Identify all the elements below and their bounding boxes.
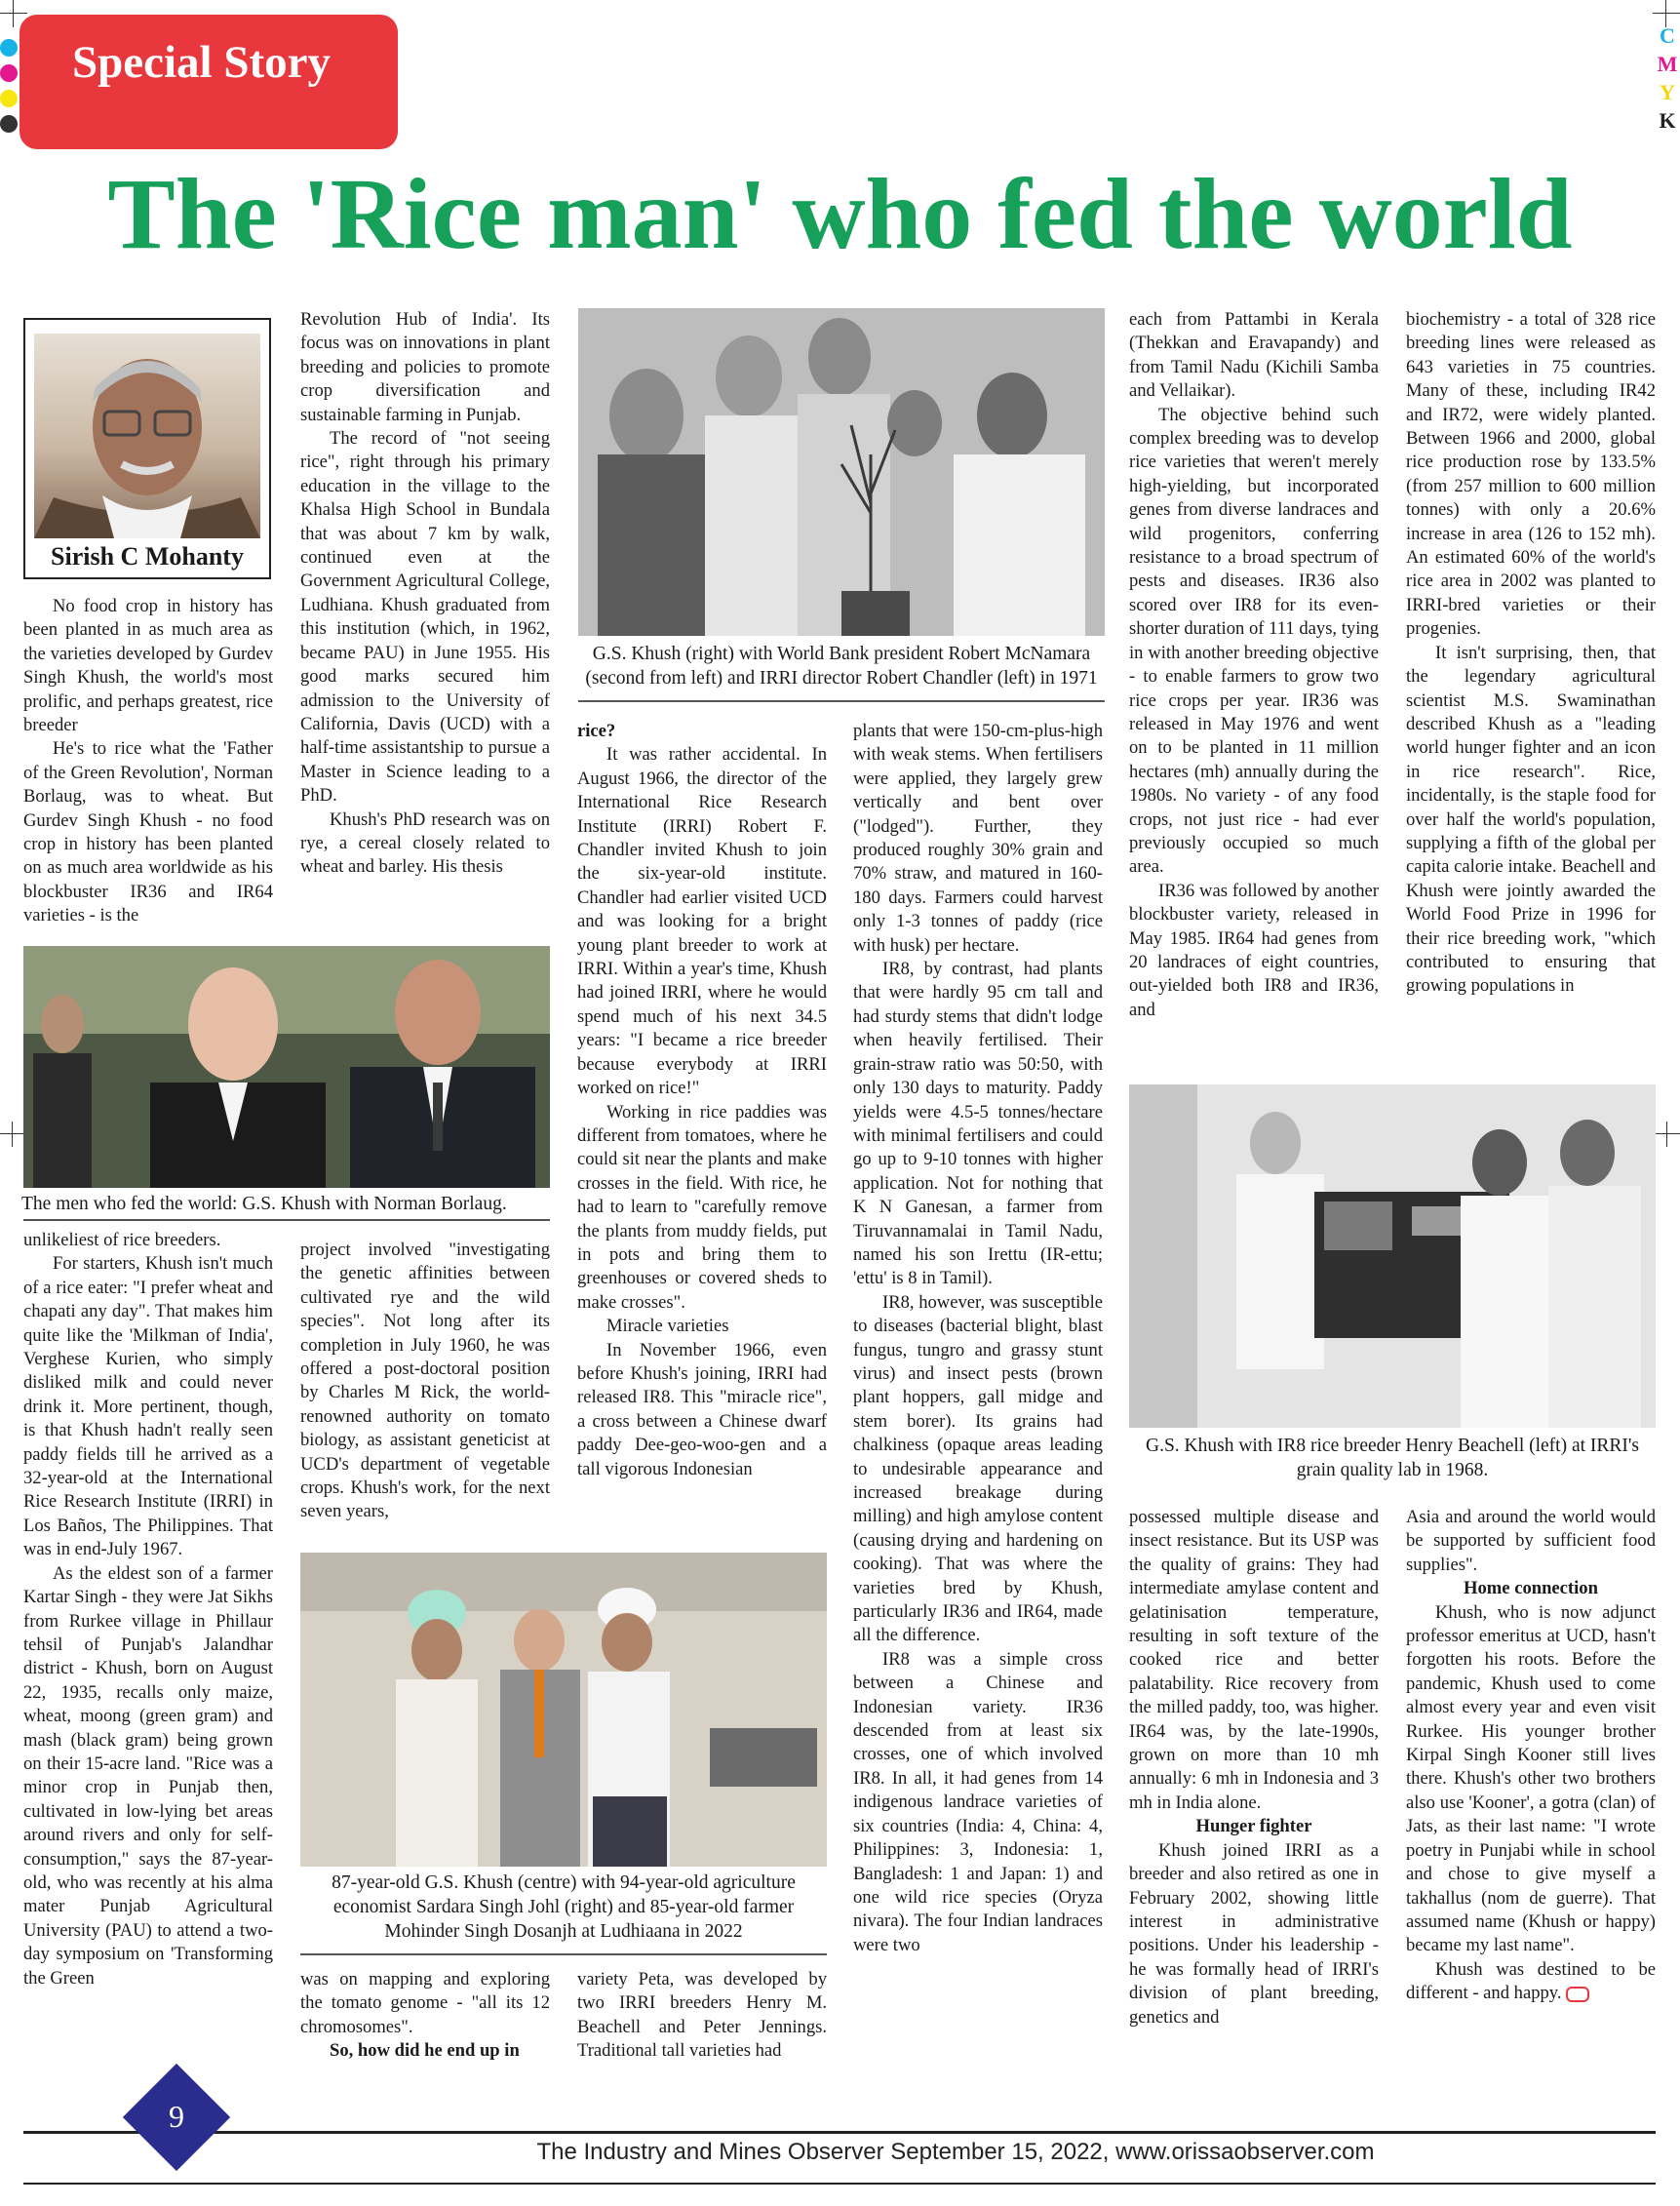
paragraph: unlikeliest of rice breeders. — [23, 1230, 221, 1250]
section-label-text: Special Story — [72, 37, 332, 88]
paragraph: each from Pattambi in Kerala (Thekkan and Eravapandy) and from Tamil Nadu (Kichili Samba and Vellaikar). — [1129, 309, 1379, 402]
page-number: 9 — [169, 2099, 184, 2134]
cmyk-letters — [1655, 21, 1680, 135]
column-2-middle — [300, 1239, 550, 1524]
subheading-home-connection: Home connection — [1464, 1578, 1598, 1599]
paragraph — [1406, 1958, 1656, 2006]
cmyk-letter-y: Y — [1660, 80, 1675, 104]
paragraph: was on mapping and exploring the tomato genome - "all its 12 chromosomes". — [300, 1969, 550, 2037]
paragraph: Asia and around the world would be supported by sufficient food supplies". — [1406, 1507, 1656, 1575]
paragraph: It isn't surprising, then, that the legendary agricultural scientist M.S. Swaminathan described Khush as a "leading world hunger fighter and an icon in rice research". Rice, incidentally, is the staple food for over half the world's population, supplying a fifth of the global per capita calorie intake. Beachell and Khush were jointly awarded the World Food Prize in 1996 for their rice breeding work, "which contributed to ensuring that growing populations in — [1406, 642, 1656, 997]
paragraph: biochemistry - a total of 328 rice breeding lines were released as 643 varieties in 75 countries. Many of these, including IR42 and IR72, were widely planted. Between 1966 and 2000, global rice production rose by 133.5% (from 257 million to 600 million tonnes) with only a 20.6% increase in area (126 to 152 mh). An estimated 60% of the world's rice area in 2002 was planted to IRRI-bred varieties or their progenies. — [1406, 309, 1656, 640]
subheading-hunger-fighter: Hunger fighter — [1195, 1816, 1312, 1837]
paragraph: IR8 was a simple cross between a Chinese and Indonesian variety. IR36 descended from at least six crosses, one of which involved IR8. In all, it had genes from 14 indigenous landrace varieties of six countries (India: 4, China: 4, Philippines: 3, Indonesia: 1, Bangladesh: 1 and Japan: 1) and one wild rice species (Oryza nivara). The four Indian landraces were two — [853, 1648, 1103, 1955]
cmyk-dot-magenta — [0, 64, 18, 82]
caption-photo-ludhiana: 87-year-old G.S. Khush (centre) with 94-year-old agriculture economist Sardara Singh Johl (right) and 85-year-old farmer Mohinder Singh Dosanjh at Ludhiaana in 2022 — [332, 1872, 796, 1942]
column-4 — [853, 720, 1103, 1957]
photo-mcnamara — [578, 308, 1105, 636]
footer-rule-bottom — [23, 2183, 1656, 2185]
photo-borlaug — [23, 946, 550, 1188]
paragraph: Khush joined IRRI as a breeder and also retired as one in February 2002, showing little interest in administrative positions. Under his leadership - he was formally head of IRRI's division of plant breeding, genetics and — [1129, 1839, 1379, 2028]
paragraph: Revolution Hub of India'. Its focus was on innovations in plant breeding and policies to promote crop diversification and sustainable farming in Punjab. — [300, 309, 550, 425]
column-1-bottom — [23, 1229, 273, 1990]
paragraph: project involved "investigating the genetic affinities between cultivated rye and the wild species". Not long after its completion in July 1960, he was offered a post-doctoral position by Charles M Rick, the world-renowned authority on tomato biology, as assistant geneticist at UCD's department of vegetable crops. Khush's work, for the next seven years, — [300, 1240, 550, 1522]
author-name: Sirish C Mohanty — [51, 542, 244, 571]
paragraph: IR8, by contrast, had plants that were hardly 95 cm tall and had sturdy stems that didn't lodge when heavily fertilised. Their grain-straw ratio was 50:50, with only 130 days to maturity. Paddy yields were 4.5-5 tonnes/hectare with minimal fertilisers and could go up to 9-10 tonnes with higher application. Not for nothing that K N Ganesan, a farmer from Tiruvannamalai in Tamil Nadu, named his son Irettu (IR-ettu; 'ettu' is 8 in Tamil). — [853, 959, 1103, 1289]
closing-line: Khush was destined to be different - and happy. — [1406, 1958, 1656, 2004]
paragraph: rice? — [577, 721, 616, 741]
paragraph: It was rather accidental. In August 1966, the director of the International Rice Research Institute (IRRI) Robert F. Chandler invited Khush to join the six-year-old institute. Chandler had earlier visited UCD and was looking for a bright young plant breeder to work at IRRI. Within a year's time, Khush had joined IRRI, where he would spend much of his next 34.5 years: "I became a rice breeder because everybody at IRRI worked on rice!" — [577, 744, 827, 1099]
caption-photo-beachell: G.S. Khush with IR8 rice breeder Henry Beachell (left) at IRRI's grain quality lab in 1968. — [1145, 1436, 1640, 1480]
paragraph: possessed multiple disease and insect resistance. But its USP was the quality of grains: They had intermediate amylase content and gelatinisation temperature, resulting in soft texture of the cooked rice and better palatability. Rice recovery from the milled paddy, too, was higher. IR64 was, by the late-1990s, grown on more than 10 mh annually: 6 mh in Indonesia and 3 mh in India alone. — [1129, 1507, 1379, 1813]
paragraph: Khush, who is now adjunct professor emeritus at UCD, hasn't forgotten his roots. Before the pandemic, Khush used to come almost every year and even visit Rurkee. His younger brother Kirpal Singh Kooner still lives there. Khush's other two brothers also use 'Kooner', a gotra (clan) of Jats, as their last name: "I wrote poetry in Punjabi while in school and chose to give myself a takhallus (nom de guerre). That assumed name (Khush or happy) became my last name". — [1406, 1601, 1656, 1956]
column-3-top — [577, 720, 827, 1481]
footer-masthead: The Industry and Mines Observer September 15, 2022, www.orissaobserver.com — [536, 2139, 1375, 2165]
column-1-top — [23, 595, 273, 928]
caption-rule — [23, 1219, 550, 1221]
end-mark-icon — [1566, 1987, 1589, 2002]
cmyk-letter-c: C — [1660, 23, 1675, 48]
paragraph: The record of "not seeing rice", right through his primary education in the village to the Khalsa High School in Bundala that was about 7 km by walk, continued even at the Government Agricultural College, Ludhiana. Khush graduated from this institution (which, in 1962, became PAU) in June 1955. His good marks secured him admission to the University of California, Davis (UCD) with a half-time assistantship to pursue a Master in Science leading to a PhD. — [300, 428, 550, 807]
paragraph: variety Peta, was developed by two IRRI breeders Henry M. Beachell and Peter Jennings. Traditional tall varieties had — [577, 1969, 827, 2062]
paragraph: Khush's PhD research was on rye, a cereal closely related to wheat and barley. His thesis — [300, 808, 550, 878]
column-2-top — [300, 308, 550, 880]
column-5-bottom — [1129, 1506, 1379, 2029]
cmyk-dot-yellow — [0, 90, 18, 107]
caption-photo-mcnamara: G.S. Khush (right) with World Bank president Robert McNamara (second from left) and IRRI director Robert Chandler (left) in 1971 — [585, 644, 1098, 689]
caption-rule — [300, 1953, 827, 1955]
section-label — [20, 15, 398, 149]
column-5-top — [1129, 308, 1379, 1022]
paragraph: IR36 was followed by another blockbuster variety, released in May 1985. IR64 had genes from 20 landraces of eight countries, out-yielded both IR8 and IR36, and — [1129, 880, 1379, 1020]
column-6-bottom — [1406, 1506, 1656, 2006]
paragraph: As the eldest son of a farmer Kartar Singh - they were Jat Sikhs from Rurkee village in Phillaur tehsil of Punjab's Jalandhar district - Khush, born on August 22, 1935, recalls only maize, wheat, moong (green gram) and mash (black gram) being grown on their 15-acre land. "Rice was a minor crop in Punjab then, cultivated in low-lying bet areas around rivers and only for self-consumption," says the 87-year-old, who was recently at his alma mater Punjab Agricultural University (PAU) to attend a two-day symposium on 'Transforming the Green — [23, 1562, 273, 1989]
paragraph: He's to rice what the 'Father of the Green Revolution', Norman Borlaug, was to wheat. But Gurdev Singh Khush - no food crop in history has been planted on as much area worldwide as his blockbuster IR36 and IR64 varieties - is the — [23, 738, 273, 926]
cmyk-dot-cyan — [0, 39, 18, 57]
caption-photo-borlaug: The men who fed the world: G.S. Khush with Norman Borlaug. — [21, 1194, 507, 1214]
cmyk-dot-black — [0, 115, 18, 133]
paragraph: So, how did he end up in — [330, 2040, 520, 2062]
crop-mark-left-middle — [0, 1122, 25, 1147]
paragraph: plants that were 150-cm-plus-high with weak stems. When fertilisers were applied, they largely grew vertically and bent over ("lodged"). Further, they produced roughly 30% grain and 70% straw, and matured in 160-180 days. Farmers could harvest only 1-3 tonnes of paddy (rice with husk) per hectare. — [853, 721, 1103, 956]
photo-beachell — [1129, 1084, 1656, 1428]
paragraph: For starters, Khush isn't much of a rice eater: "I prefer wheat and chapati any day". That makes him quite like the 'Milkman of India', Verghese Kurien, who simply disliked milk and could never drink it. More pertinent, though, is that Khush hadn't really seen paddy fields till he arrived as a 32-year-old at the International Rice Research Institute (IRRI) in Los Baños, The Philippines. That was in end-July 1967. — [23, 1253, 273, 1560]
cmyk-letter-k: K — [1659, 108, 1676, 133]
paragraph: The objective behind such complex breeding was to develop rice varieties that weren't merely high-yielding, but incorporated genes from diverse landraces and wild progenitors, conferring resistance to a broad spectrum of pests and diseases. IR36 also scored over IR8 for its even-shorter duration of 111 days, tying in with another breeding objective - to enable farmers to grow two rice crops per year. IR36 was released in May 1976 and went on to be planted in 11 million hectares (mh) annually during the 1980s. No variety - of any food crops, not just rice - had ever previously occupied so much area. — [1129, 404, 1379, 878]
headline: The 'Rice man' who fed the world — [107, 158, 1573, 270]
subheading: Miracle varieties — [606, 1316, 729, 1337]
crop-mark-right-middle — [1655, 1122, 1680, 1147]
paragraph: IR8, however, was susceptible to diseases (bacterial blight, blast fungus, tungro and grassy stunt virus) and insect pests (brown plant hoppers, gall midge and stem borer). Its grains had chalkiness (opaque areas leading to undesirable appearance and increased breakage during milling) and high amylose content (causing drying and hardening on cooking). That was where the varieties bred by Khush, particularly IR36 and IR64, made all the difference. — [853, 1291, 1103, 1646]
caption-rule — [578, 700, 1105, 702]
footer-rule-top — [23, 2131, 1656, 2134]
author-box — [23, 318, 271, 579]
paragraph: Working in rice paddies was different from tomatoes, where he could sit near the plants and make crosses in the field. With rice, he had to learn to "carefully remove the plants from muddy fields, put in pots and bring them to greenhouses or covered sheds to make crosses". — [577, 1101, 827, 1313]
column-3-bottom — [577, 1968, 827, 2064]
cmyk-letter-m: M — [1657, 52, 1678, 76]
author-photo — [34, 334, 260, 538]
paragraph: No food crop in history has been planted in as much area as the varieties developed by Gurdev Singh Khush, the world's most prolific, and perhaps greatest, rice breeder — [23, 596, 273, 736]
photo-ludhiana — [300, 1553, 827, 1867]
column-6-top — [1406, 308, 1656, 999]
column-2-bottom — [300, 1968, 550, 2064]
paragraph: In November 1966, even before Khush's joining, IRRI had released IR8. This "miracle rice", a cross between a Chinese dwarf paddy Dee-geo-woo-gen and a tall vigorous Indonesian — [577, 1339, 827, 1479]
